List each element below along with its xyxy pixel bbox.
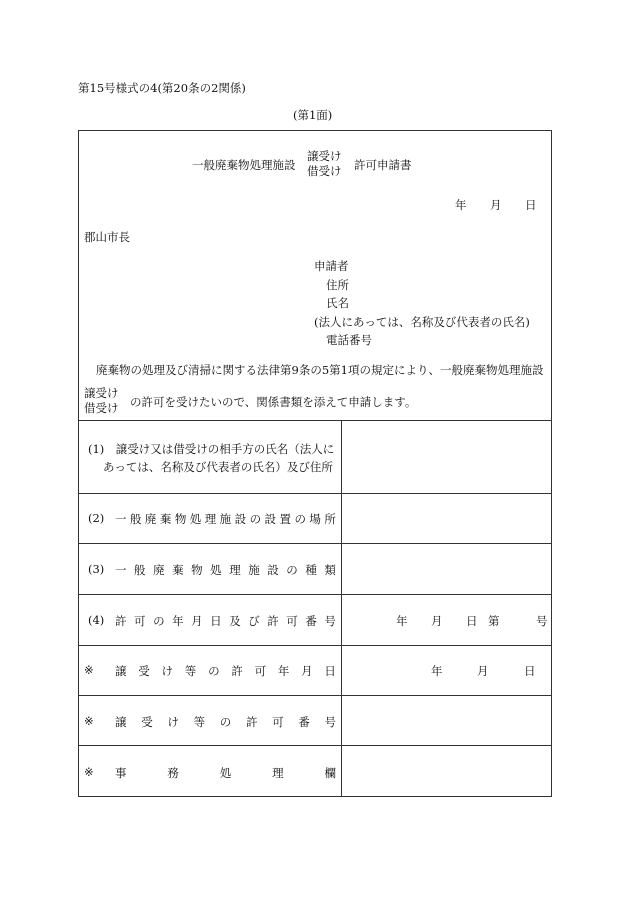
applicant-address-label: 住所 bbox=[326, 278, 349, 292]
title-prefix: 一般廃棄物処理施設 bbox=[192, 158, 296, 172]
title-options bbox=[307, 149, 342, 179]
row-7-label: 事 務 処 理 欄 bbox=[115, 766, 336, 780]
row-4-value-year: 年 bbox=[396, 614, 408, 628]
date-year-label: 年 bbox=[455, 198, 467, 212]
row-3-number: (3) bbox=[88, 562, 105, 576]
row-5-mark: ※ bbox=[84, 663, 94, 677]
page-number-label: (第1面) bbox=[293, 108, 333, 122]
title-suffix: 許可申請書 bbox=[354, 158, 412, 172]
row-4-value-month: 月 bbox=[431, 614, 443, 628]
row-5-label: 譲 受 け 等 の 許 可 年 月 日 bbox=[115, 664, 336, 678]
row-1-label-line-1: (1) 譲受け又は借受けの相手方の氏名（法人に bbox=[88, 442, 335, 456]
applicant-phone-label: 電話番号 bbox=[326, 333, 372, 347]
form-number-label: 第15号様式の4(第20条の2関係) bbox=[78, 81, 246, 95]
title-option-lease: 借受け bbox=[307, 164, 342, 178]
row-2-number: (2) bbox=[88, 511, 105, 525]
row-1-label-line-2: あっては、名称及び代表者の氏名）及び住所 bbox=[103, 460, 333, 474]
row-divider bbox=[78, 645, 552, 646]
statement-option-lease: 借受け bbox=[84, 401, 119, 415]
row-2-label: 一 般 廃 棄 物 処 理 施 設 の 設 置 の 場 所 bbox=[115, 512, 336, 526]
table-column-divider bbox=[341, 420, 342, 797]
statement-line-1: 廃棄物の処理及び清掃に関する法律第9条の5第1項の規定により、一般廃棄物処理施設 bbox=[96, 363, 544, 377]
row-4-number: (4) bbox=[88, 613, 105, 627]
applicant-heading: 申請者 bbox=[314, 259, 349, 273]
row-divider bbox=[78, 745, 552, 746]
applicant-name-note: (法人にあっては、名称及び代表者の氏名) bbox=[314, 315, 530, 329]
row-3-label: 一 般 廃 棄 物 処 理 施 設 の 種 類 bbox=[115, 563, 336, 577]
row-6-label: 譲 受 け 等 の 許 可 番 号 bbox=[115, 715, 336, 729]
row-5-value-day: 日 bbox=[524, 664, 536, 678]
row-5-value-month: 月 bbox=[477, 664, 489, 678]
row-5-value-year: 年 bbox=[431, 664, 443, 678]
row-4-value-number-prefix: 第 bbox=[488, 614, 500, 628]
title-option-transfer: 譲受け bbox=[307, 149, 342, 163]
statement-options bbox=[84, 386, 119, 416]
applicant-name-label: 氏名 bbox=[326, 296, 349, 310]
row-divider bbox=[78, 543, 552, 544]
row-7-mark: ※ bbox=[84, 765, 94, 779]
row-6-mark: ※ bbox=[84, 714, 94, 728]
addressee: 郡山市長 bbox=[84, 230, 130, 244]
date-day-label: 日 bbox=[525, 198, 537, 212]
table-top-rule bbox=[78, 420, 552, 421]
row-divider bbox=[78, 695, 552, 696]
row-4-label: 許 可 の 年 月 日 及 び 許 可 番 号 bbox=[115, 614, 336, 628]
row-4-value-number-suffix: 号 bbox=[536, 614, 548, 628]
row-4-value-day: 日 bbox=[466, 614, 478, 628]
date-month-label: 月 bbox=[490, 198, 502, 212]
statement-line-2: の許可を受けたいので、関係書類を添えて申請します。 bbox=[130, 395, 417, 409]
row-divider bbox=[78, 493, 552, 494]
statement-option-transfer: 譲受け bbox=[84, 386, 119, 400]
row-divider bbox=[78, 594, 552, 595]
